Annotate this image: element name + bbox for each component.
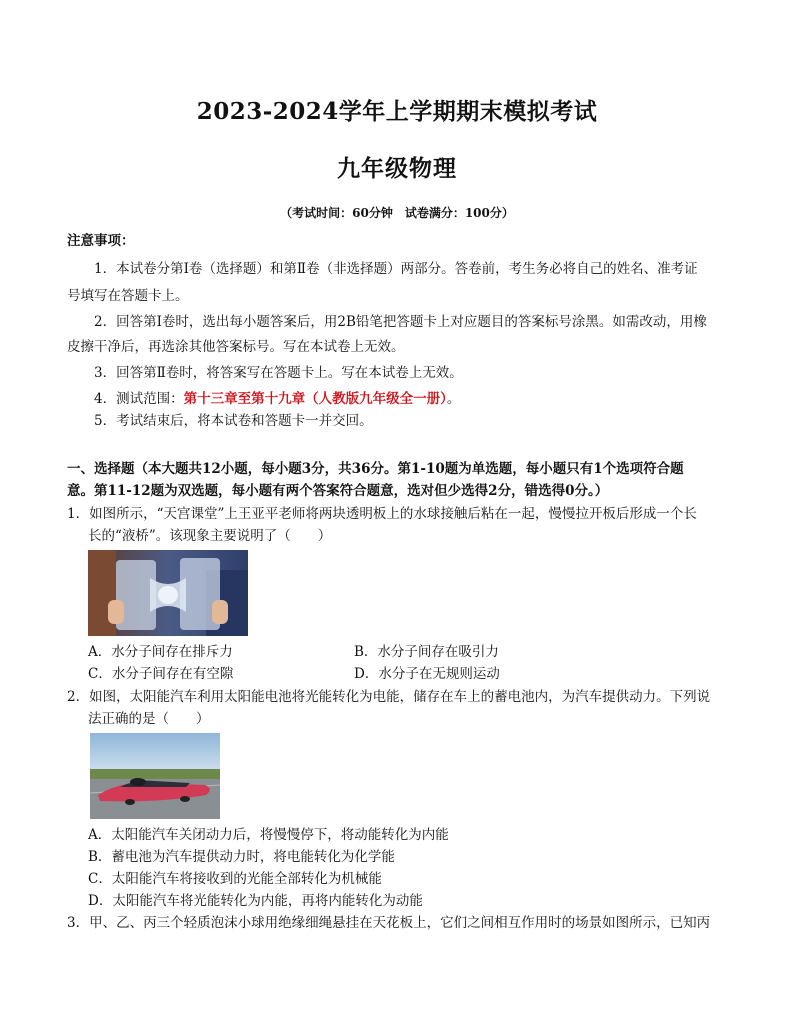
exam-title: 2023-2024学年上学期期末模拟考试 — [196, 98, 598, 125]
section-1-line-2: 意。第11-12题为双选题，每小题有两个答案符合题意，选对但少选得2分，错选得0分。） — [67, 483, 609, 499]
q2-stem-line-1: 2．如图，太阳能汽车利用太阳能电池将光能转化为电能，储存在车上的蓄电池内，为汽车提供动力。下列说 — [67, 689, 711, 705]
note-4-prefix: 4．测试范围： — [94, 391, 184, 407]
note-3: 3．回答第Ⅱ卷时，将答案写在答题卡上。写在本试卷上无效。 — [94, 365, 463, 381]
q2-option-d: D．太阳能汽车将光能转化为内能，再将内能转化为动能 — [88, 893, 423, 909]
exam-subtitle: 九年级物理 — [337, 155, 457, 182]
q2-stem-line-2: 法正确的是（ ） — [88, 711, 210, 727]
q1-option-b: B．水分子间存在吸引力 — [354, 644, 499, 660]
q1-stem-line-1: 1．如图所示，“天宫课堂”上王亚平老师将两块透明板上的水球接触后粘在一起，慢慢拉开板后形成一个长 — [67, 506, 697, 522]
note-5: 5．考试结束后，将本试卷和答题卡一并交回。 — [94, 413, 373, 429]
liquid-bridge-photo — [88, 550, 248, 636]
note-4-scope: 第十三章至第十九章（人教版九年级全一册） — [183, 391, 447, 407]
note-4 — [94, 390, 460, 408]
q3-stem-line-1: 3．甲、乙、丙三个轻质泡沫小球用绝缘细绳悬挂在天花板上，它们之间相互作用时的场景如图所示，已知丙 — [67, 915, 711, 931]
q1-stem-line-2: 长的“液桥”。该现象主要说明了（ ） — [88, 528, 332, 544]
notes-heading: 注意事项： — [67, 233, 135, 249]
q2-option-a: A．太阳能汽车关闭动力后，将慢慢停下，将动能转化为内能 — [88, 827, 449, 843]
note-1-line-2: 号填写在答题卡上。 — [67, 288, 189, 304]
q1-option-a: A．水分子间存在排斥力 — [88, 644, 233, 660]
q1-option-c: C．水分子间存在有空隙 — [88, 666, 234, 682]
note-2-line-1: 2．回答第Ⅰ卷时，选出每小题答案后，用2B铅笔把答题卡上对应题目的答案标号涂黑。如需改动，用橡 — [94, 314, 707, 330]
q2-option-c: C．太阳能汽车将接收到的光能全部转化为机械能 — [88, 871, 382, 887]
section-1-line-1: 一、选择题（本大题共12小题，每小题3分，共36分。第1-10题为单选题，每小题只有1个选项符合题 — [67, 461, 684, 477]
note-1-line-1: 1．本试卷分第Ⅰ卷（选择题）和第Ⅱ卷（非选择题）两部分。答卷前，考生务必将自己的姓名、准考证 — [94, 261, 698, 277]
note-2-line-2: 皮擦干净后，再选涂其他答案标号。写在本试卷上无效。 — [67, 339, 405, 355]
q1-option-d: D．水分子在无规则运动 — [354, 666, 500, 682]
exam-info: （考试时间：60分钟 试卷满分：100分） — [280, 206, 514, 220]
solar-car-photo — [90, 733, 220, 819]
note-4-suffix: 。 — [446, 391, 461, 407]
q2-option-b: B．蓄电池为汽车提供动力时，将电能转化为化学能 — [88, 849, 395, 865]
